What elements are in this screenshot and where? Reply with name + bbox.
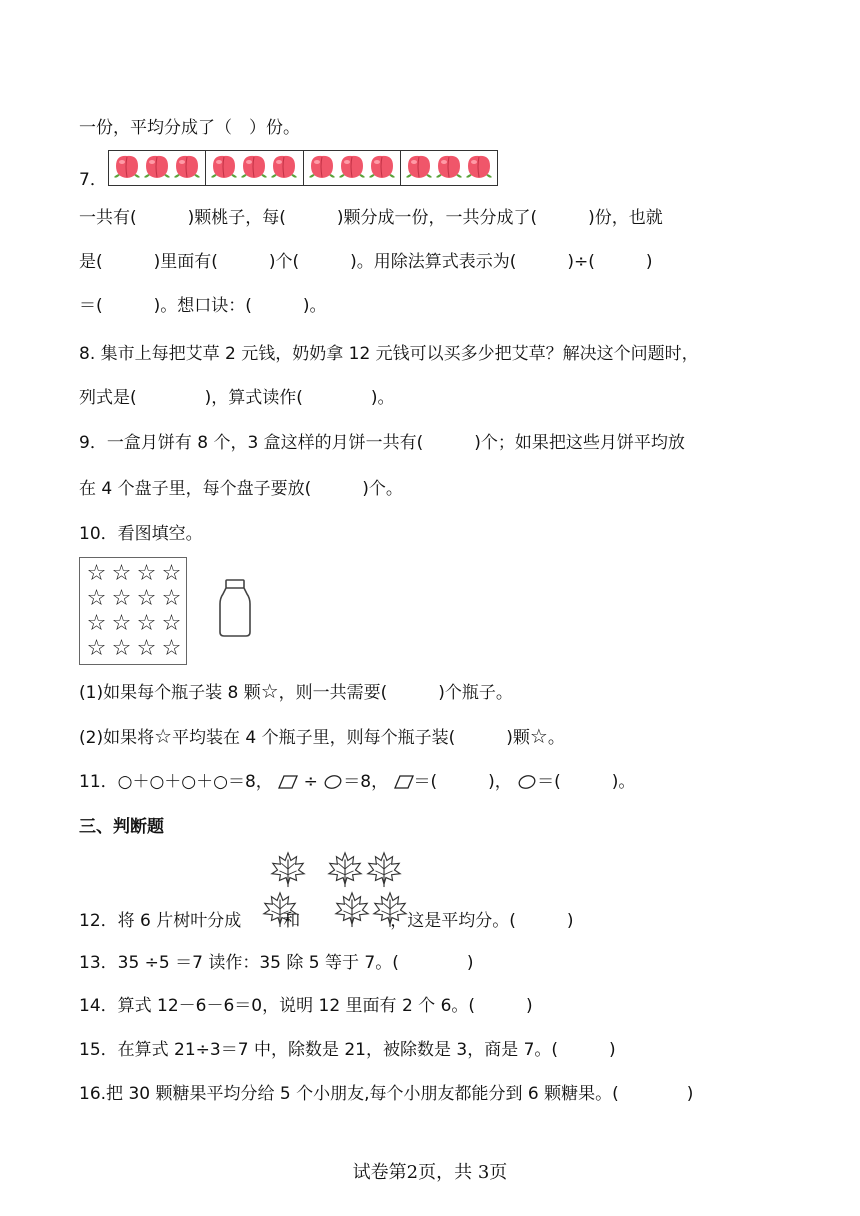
parallelogram-icon bbox=[394, 774, 414, 790]
q12-pre: 12．将 6 片树叶分成 bbox=[79, 911, 242, 931]
q7-number: 7． bbox=[79, 170, 107, 190]
q11-div: ÷ bbox=[303, 772, 318, 792]
q15: 15．在算式 21÷3＝7 中，除数是 21，被除数是 3，商是 7。( ) bbox=[79, 1040, 616, 1060]
star-icon: ☆ bbox=[111, 636, 132, 661]
leaf-icon bbox=[326, 850, 364, 888]
star-grid-box bbox=[79, 557, 187, 665]
q10-sub1-post: ，则一共需要( )个瓶子。 bbox=[278, 683, 513, 703]
q10-title: 10．看图填空。 bbox=[79, 524, 203, 544]
q13: 13．35 ÷5 ＝7 读作：35 除 5 等于 7。( ) bbox=[79, 953, 474, 973]
star-icon: ☆ bbox=[136, 561, 157, 586]
peach-group bbox=[206, 151, 303, 185]
star-icon: ☆ bbox=[86, 586, 107, 611]
oval-icon bbox=[517, 774, 537, 790]
star-icon: ☆ bbox=[154, 724, 173, 748]
q16: 16.把 30 颗糖果平均分给 5 个小朋友,每个小朋友都能分到 6 颗糖果。( ) bbox=[79, 1084, 694, 1104]
bottle-icon bbox=[217, 578, 253, 638]
q10-sub2-post: 。 bbox=[547, 728, 565, 748]
q10-sub1 bbox=[79, 679, 513, 705]
peach-group bbox=[304, 151, 401, 185]
star-icon: ☆ bbox=[136, 586, 157, 611]
q7-line2: 是( )里面有( )个( )。用除法算式表示为( )÷( ) bbox=[79, 252, 653, 272]
q8-line1: 8. 集市上每把艾草 2 元钱，奶奶拿 12 元钱可以买多少把艾草？解决这个问题时， bbox=[79, 344, 699, 364]
q12 bbox=[79, 909, 574, 933]
page-footer: 试卷第2页，共 3页 bbox=[352, 1162, 508, 1183]
star-icon: ☆ bbox=[161, 586, 182, 611]
peach-icon bbox=[269, 151, 299, 185]
peach-icon bbox=[172, 151, 202, 185]
star-icon: ☆ bbox=[111, 586, 132, 611]
star-icon: ☆ bbox=[161, 611, 182, 636]
peach-group bbox=[109, 151, 206, 185]
star-icon: ☆ bbox=[86, 636, 107, 661]
star-icon: ☆ bbox=[136, 611, 157, 636]
star-icon: ☆ bbox=[111, 561, 132, 586]
peach-picture bbox=[108, 150, 498, 186]
leaf-icon bbox=[269, 850, 307, 888]
q11-eq8: ＝8， bbox=[343, 772, 389, 792]
q11-num: 11． bbox=[79, 772, 118, 792]
q11 bbox=[79, 770, 635, 794]
star-icon: ☆ bbox=[136, 636, 157, 661]
q14: 14．算式 12－6－6＝0，说明 12 里面有 2 个 6。( ) bbox=[79, 996, 533, 1016]
q9-line2: 在 4 个盘子里，每个盘子要放( )个。 bbox=[79, 479, 403, 499]
q12-mid: 和 bbox=[283, 911, 301, 931]
q12-post: ，这是平均分。( ) bbox=[390, 911, 574, 931]
star-icon: ☆ bbox=[260, 679, 279, 703]
star-icon: ☆ bbox=[86, 611, 107, 636]
peach-icon bbox=[209, 151, 239, 185]
q9-line1: 9．一盒月饼有 8 个，3 盒这样的月饼一共有( )个；如果把这些月饼平均放 bbox=[79, 433, 685, 453]
q10-sub2 bbox=[79, 724, 565, 750]
star-icon: ☆ bbox=[529, 724, 548, 748]
star-icon: ☆ bbox=[86, 561, 107, 586]
q10-sub2-mid: 平均装在 4 个瓶子里，则每个瓶子装( )颗 bbox=[172, 728, 530, 748]
section-title: 三、判断题 bbox=[79, 817, 164, 837]
peach-icon bbox=[404, 151, 434, 185]
star-icon: ☆ bbox=[111, 611, 132, 636]
q6-tail: 一份，平均分成了（ ）份。 bbox=[79, 118, 300, 138]
leaf-icon bbox=[365, 850, 403, 888]
peach-icon bbox=[307, 151, 337, 185]
peach-icon bbox=[367, 151, 397, 185]
q7-line3: ＝( )。想口诀：( )。 bbox=[79, 296, 327, 316]
q11-circles-equation: ○＋○＋○＋○＝8， bbox=[117, 772, 273, 792]
q8-line2: 列式是( )，算式读作( )。 bbox=[79, 388, 395, 408]
star-grid bbox=[84, 561, 184, 661]
peach-icon bbox=[464, 151, 494, 185]
parallelogram-icon bbox=[278, 774, 298, 790]
peach-icon bbox=[337, 151, 367, 185]
q10-sub2-pre: (2)如果将 bbox=[79, 728, 155, 748]
q7-line1: 一共有( )颗桃子，每( )颗分成一份，一共分成了( )份，也就 bbox=[79, 208, 663, 228]
q11-blank1: ＝( )， bbox=[413, 772, 512, 792]
q10-sub1-pre: (1)如果每个瓶子装 8 颗 bbox=[79, 683, 261, 703]
star-icon: ☆ bbox=[161, 561, 182, 586]
peach-icon bbox=[434, 151, 464, 185]
q11-blank2: ＝( )。 bbox=[537, 772, 636, 792]
peach-group bbox=[401, 151, 497, 185]
star-icon: ☆ bbox=[161, 636, 182, 661]
peach-icon bbox=[112, 151, 142, 185]
peach-icon bbox=[239, 151, 269, 185]
peach-icon bbox=[142, 151, 172, 185]
oval-icon bbox=[323, 774, 343, 790]
